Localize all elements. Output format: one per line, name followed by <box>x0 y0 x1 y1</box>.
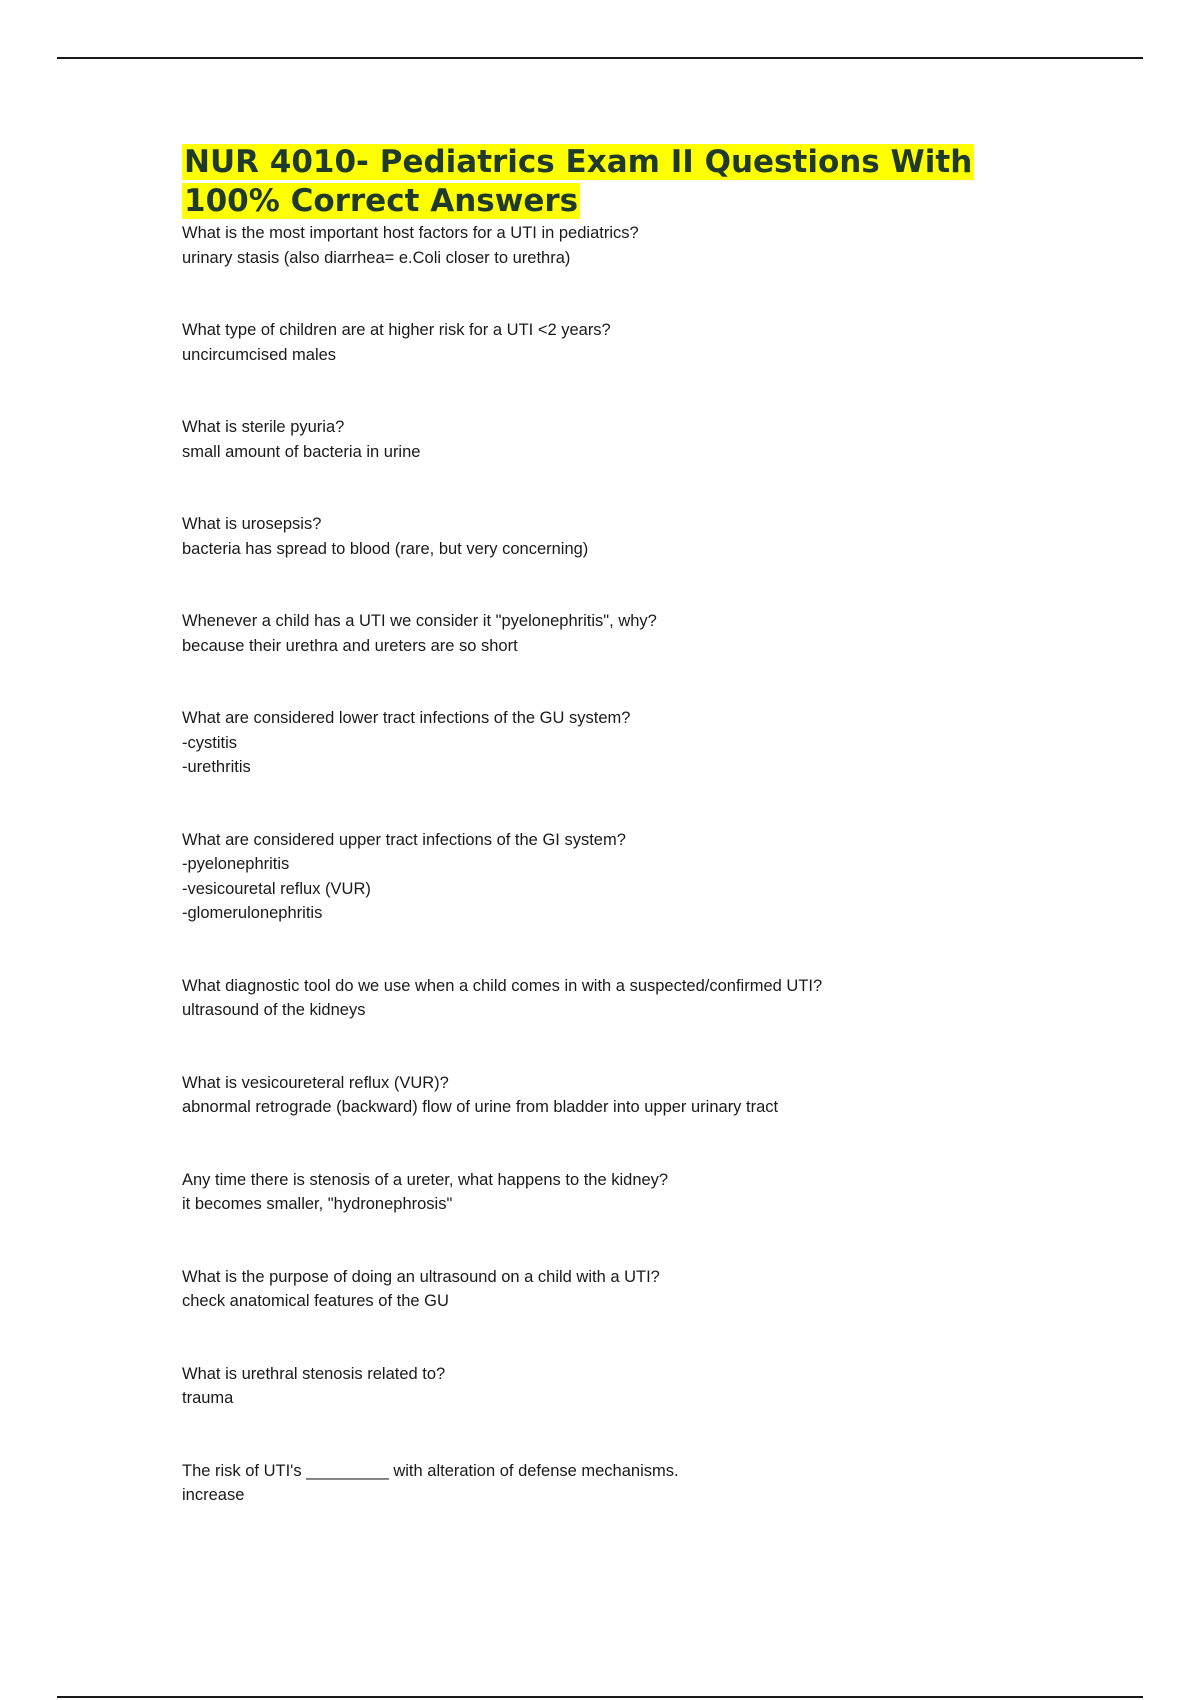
question-text: The risk of UTI's _________ with alteration of defense mechanisms. <box>182 1461 679 1480</box>
answer-text: -urethritis <box>182 758 251 776</box>
answer-text: -glomerulonephritis <box>182 904 323 922</box>
title-line-2: 100% Correct Answers <box>184 183 579 219</box>
qa-item <box>182 974 1082 1023</box>
qa-item <box>182 1265 1082 1314</box>
qa-item <box>182 609 1082 658</box>
answer-text: -cystitis <box>182 733 237 752</box>
document-title <box>182 143 1082 221</box>
answer-text: increase <box>182 1486 245 1504</box>
document-body <box>182 143 1082 1556</box>
question-text: What is the purpose of doing an ultrasound on a child with a UTI? <box>182 1267 660 1286</box>
header-rule <box>57 57 1143 59</box>
question-text: What are considered upper tract infections of the GI system? <box>182 830 626 849</box>
question-text: What type of children are at higher risk for a UTI <2 years? <box>182 321 611 339</box>
answer-text: trauma <box>182 1389 234 1407</box>
question-text: What is the most important host factors for a UTI in pediatrics? <box>182 224 639 242</box>
question-text: What is urethral stenosis related to? <box>182 1364 446 1383</box>
answer-text: uncircumcised males <box>182 345 337 364</box>
answer-text: ultrasound of the kidneys <box>182 1001 366 1019</box>
answer-text: bacteria has spread to blood (rare, but very concerning) <box>182 539 589 558</box>
qa-item <box>182 828 1082 926</box>
answer-text: it becomes smaller, "hydronephrosis" <box>182 1195 453 1213</box>
question-text: Any time there is stenosis of a ureter, what happens to the kidney? <box>182 1170 669 1189</box>
question-text: What is vesicoureteral reflux (VUR)? <box>182 1073 449 1092</box>
answer-text: small amount of bacteria in urine <box>182 442 421 461</box>
question-text: What are considered lower tract infections of the GU system? <box>182 709 631 727</box>
qa-item <box>182 706 1082 780</box>
answer-text: urinary stasis (also diarrhea= e.Coli closer to urethra) <box>182 248 571 267</box>
question-text: What diagnostic tool do we use when a child comes in with a suspected/confirmed UTI? <box>182 976 823 995</box>
qa-item <box>182 221 1082 270</box>
qa-item <box>182 1362 1082 1411</box>
qa-item <box>182 318 1082 367</box>
answer-text: check anatomical features of the GU <box>182 1292 449 1310</box>
qa-item <box>182 415 1082 464</box>
qa-item <box>182 1168 1082 1217</box>
qa-item <box>182 1459 1082 1508</box>
qa-list <box>182 221 1082 1508</box>
answer-text: abnormal retrograde (backward) flow of urine from bladder into upper urinary tract <box>182 1098 779 1116</box>
qa-item <box>182 1071 1082 1120</box>
answer-text: -pyelonephritis <box>182 855 290 873</box>
title-line-1: NUR 4010- Pediatrics Exam II Questions With <box>184 144 973 180</box>
answer-text: because their urethra and ureters are so short <box>182 636 518 655</box>
question-text: What is urosepsis? <box>182 515 322 533</box>
question-text: Whenever a child has a UTI we consider it "pyelonephritis", why? <box>182 612 657 630</box>
footer-rule <box>57 1696 1143 1698</box>
qa-item <box>182 512 1082 561</box>
answer-text: -vesicouretal reflux (VUR) <box>182 879 371 898</box>
question-text: What is sterile pyuria? <box>182 418 345 436</box>
